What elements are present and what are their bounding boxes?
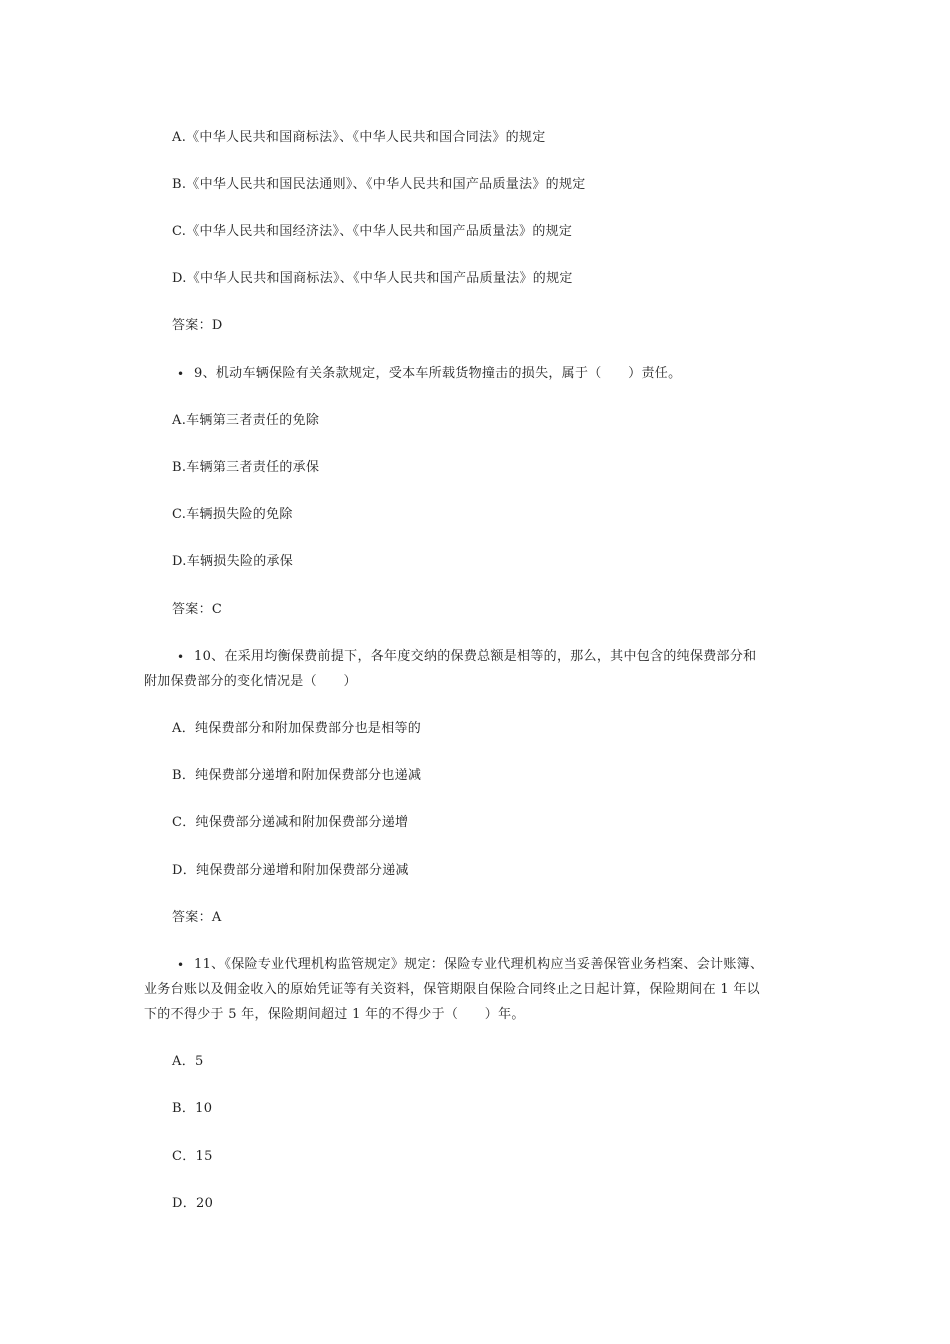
bullet-q11: • (177, 958, 185, 972)
answer-q10: 答案：A (172, 910, 222, 925)
bullet-q10: • (177, 650, 185, 664)
option-a-q10: A．纯保费部分和附加保费部分也是相等的 (172, 721, 422, 736)
option-c-q11: C．15 (172, 1149, 213, 1164)
option-a-q11: A．5 (172, 1054, 204, 1069)
option-b-q10: B．纯保费部分递增和附加保费部分也递减 (172, 768, 422, 783)
option-a-q8: A.《中华人民共和国商标法》、《中华人民共和国合同法》的规定 (172, 130, 546, 145)
option-b-q11: B．10 (172, 1101, 213, 1116)
option-d-q9: D.车辆损失险的承保 (172, 554, 294, 569)
option-b-q8: B.《中华人民共和国民法通则》、《中华人民共和国产品质量法》的规定 (172, 177, 586, 192)
question-text-q11-line1: 11、《保险专业代理机构监管规定》规定：保险专业代理机构应当妥善保管业务档案、会计账簿、 (194, 957, 764, 972)
option-c-q8: C.《中华人民共和国经济法》、《中华人民共和国产品质量法》的规定 (172, 224, 573, 239)
bullet-q9: • (177, 367, 185, 381)
option-c-q10: C．纯保费部分递减和附加保费部分递增 (172, 815, 409, 830)
option-c-q9: C.车辆损失险的免除 (172, 507, 293, 522)
option-d-q11: D．20 (172, 1196, 214, 1211)
question-text-q11-line2: 业务台账以及佣金收入的原始凭证等有关资料，保管期限自保险合同终止之日起计算，保险期间在 1 年以 (144, 982, 760, 997)
question-text-q9: 9、机动车辆保险有关条款规定，受本车所载货物撞击的损失，属于（ ）责任。 (194, 366, 682, 381)
question-text-q11-line3: 下的不得少于 5 年，保险期间超过 1 年的不得少于（ ）年。 (144, 1007, 525, 1022)
option-d-q8: D.《中华人民共和国商标法》、《中华人民共和国产品质量法》的规定 (172, 271, 573, 286)
question-text-q10-line2: 附加保费部分的变化情况是（ ） (144, 674, 357, 689)
answer-q8: 答案：D (172, 318, 223, 333)
option-b-q9: B.车辆第三者责任的承保 (172, 460, 320, 475)
answer-q9: 答案：C (172, 602, 223, 617)
option-d-q10: D．纯保费部分递增和附加保费部分递减 (172, 863, 409, 878)
question-text-q10-line1: 10、在采用均衡保费前提下，各年度交纳的保费总额是相等的，那么，其中包含的纯保费部分和 (194, 649, 757, 664)
option-a-q9: A.车辆第三者责任的免除 (172, 413, 320, 428)
